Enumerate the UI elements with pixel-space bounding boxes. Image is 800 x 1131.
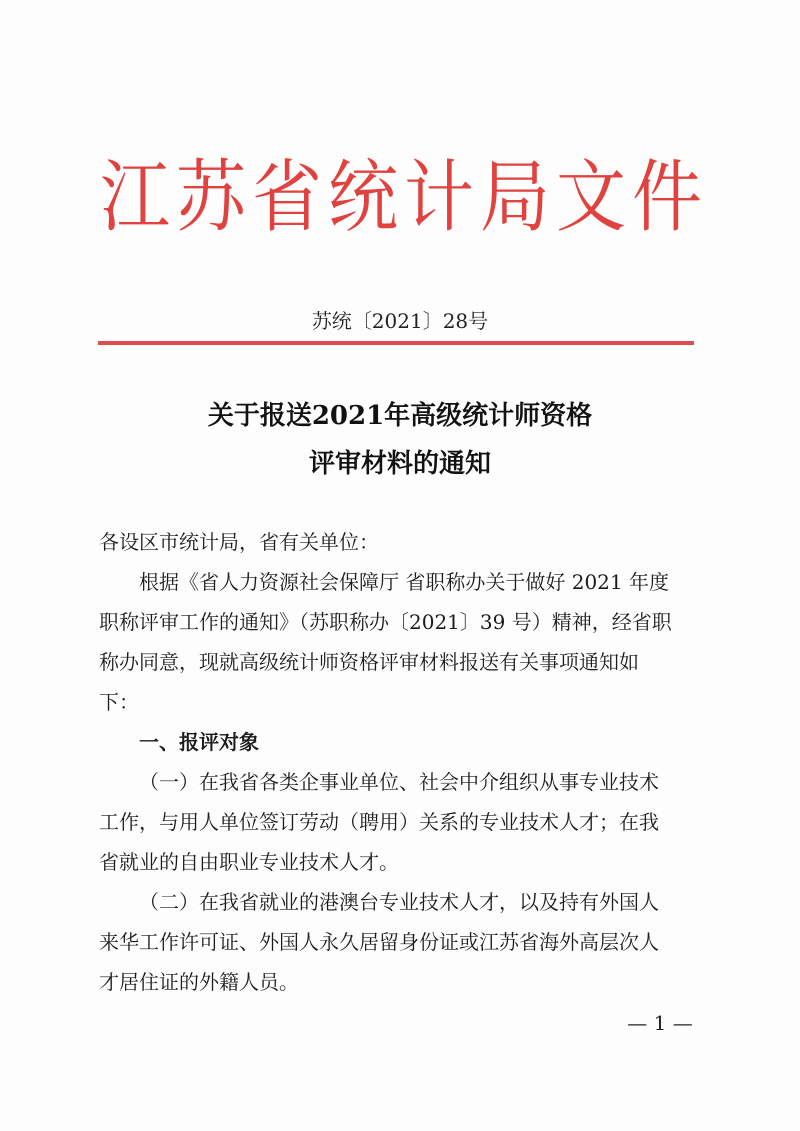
masthead-title: 江苏省统计局文件: [100, 151, 708, 243]
item-2-line-3: 才居住证的外籍人员。: [99, 970, 299, 994]
intro-paragraph-line-4: 下：: [99, 690, 139, 714]
page-number: — 1 —: [627, 1011, 693, 1035]
intro-paragraph-line-3: 称办同意，现就高级统计师资格评审材料报送有关事项通知如: [99, 650, 639, 674]
red-divider-line: [98, 341, 694, 345]
notice-title-line-1: 关于报送2021年高级统计师资格: [207, 401, 593, 431]
intro-paragraph-line-2: 职称评审工作的通知》（苏职称办〔2021〕39 号）精神，经省职: [99, 610, 672, 634]
notice-body: [99, 522, 705, 1002]
notice-title: [100, 392, 700, 488]
notice-title-line-2: 评审材料的通知: [308, 449, 491, 479]
document-number: 苏统〔2021〕28号: [311, 309, 489, 333]
item-2-line-2: 来华工作许可证、外国人永久居留身份证或江苏省海外高层次人: [99, 930, 659, 954]
addressee: 各设区市统计局，省有关单位：: [99, 530, 379, 554]
intro-paragraph-line-1: 根据《省人力资源社会保障厅 省职称办关于做好 2021 年度: [139, 570, 669, 594]
item-1-line-2: 工作，与用人单位签订劳动（聘用）关系的专业技术人才；在我: [99, 810, 659, 834]
item-1-line-1: （一）在我省各类企事业单位、社会中介组织从事专业技术: [139, 770, 659, 794]
item-1-line-3: 省就业的自由职业专业技术人才。: [99, 850, 399, 874]
item-2-line-1: （二）在我省就业的港澳台专业技术人才，以及持有外国人: [139, 890, 659, 914]
section-heading-eligibility: 一、报评对象: [139, 730, 259, 754]
